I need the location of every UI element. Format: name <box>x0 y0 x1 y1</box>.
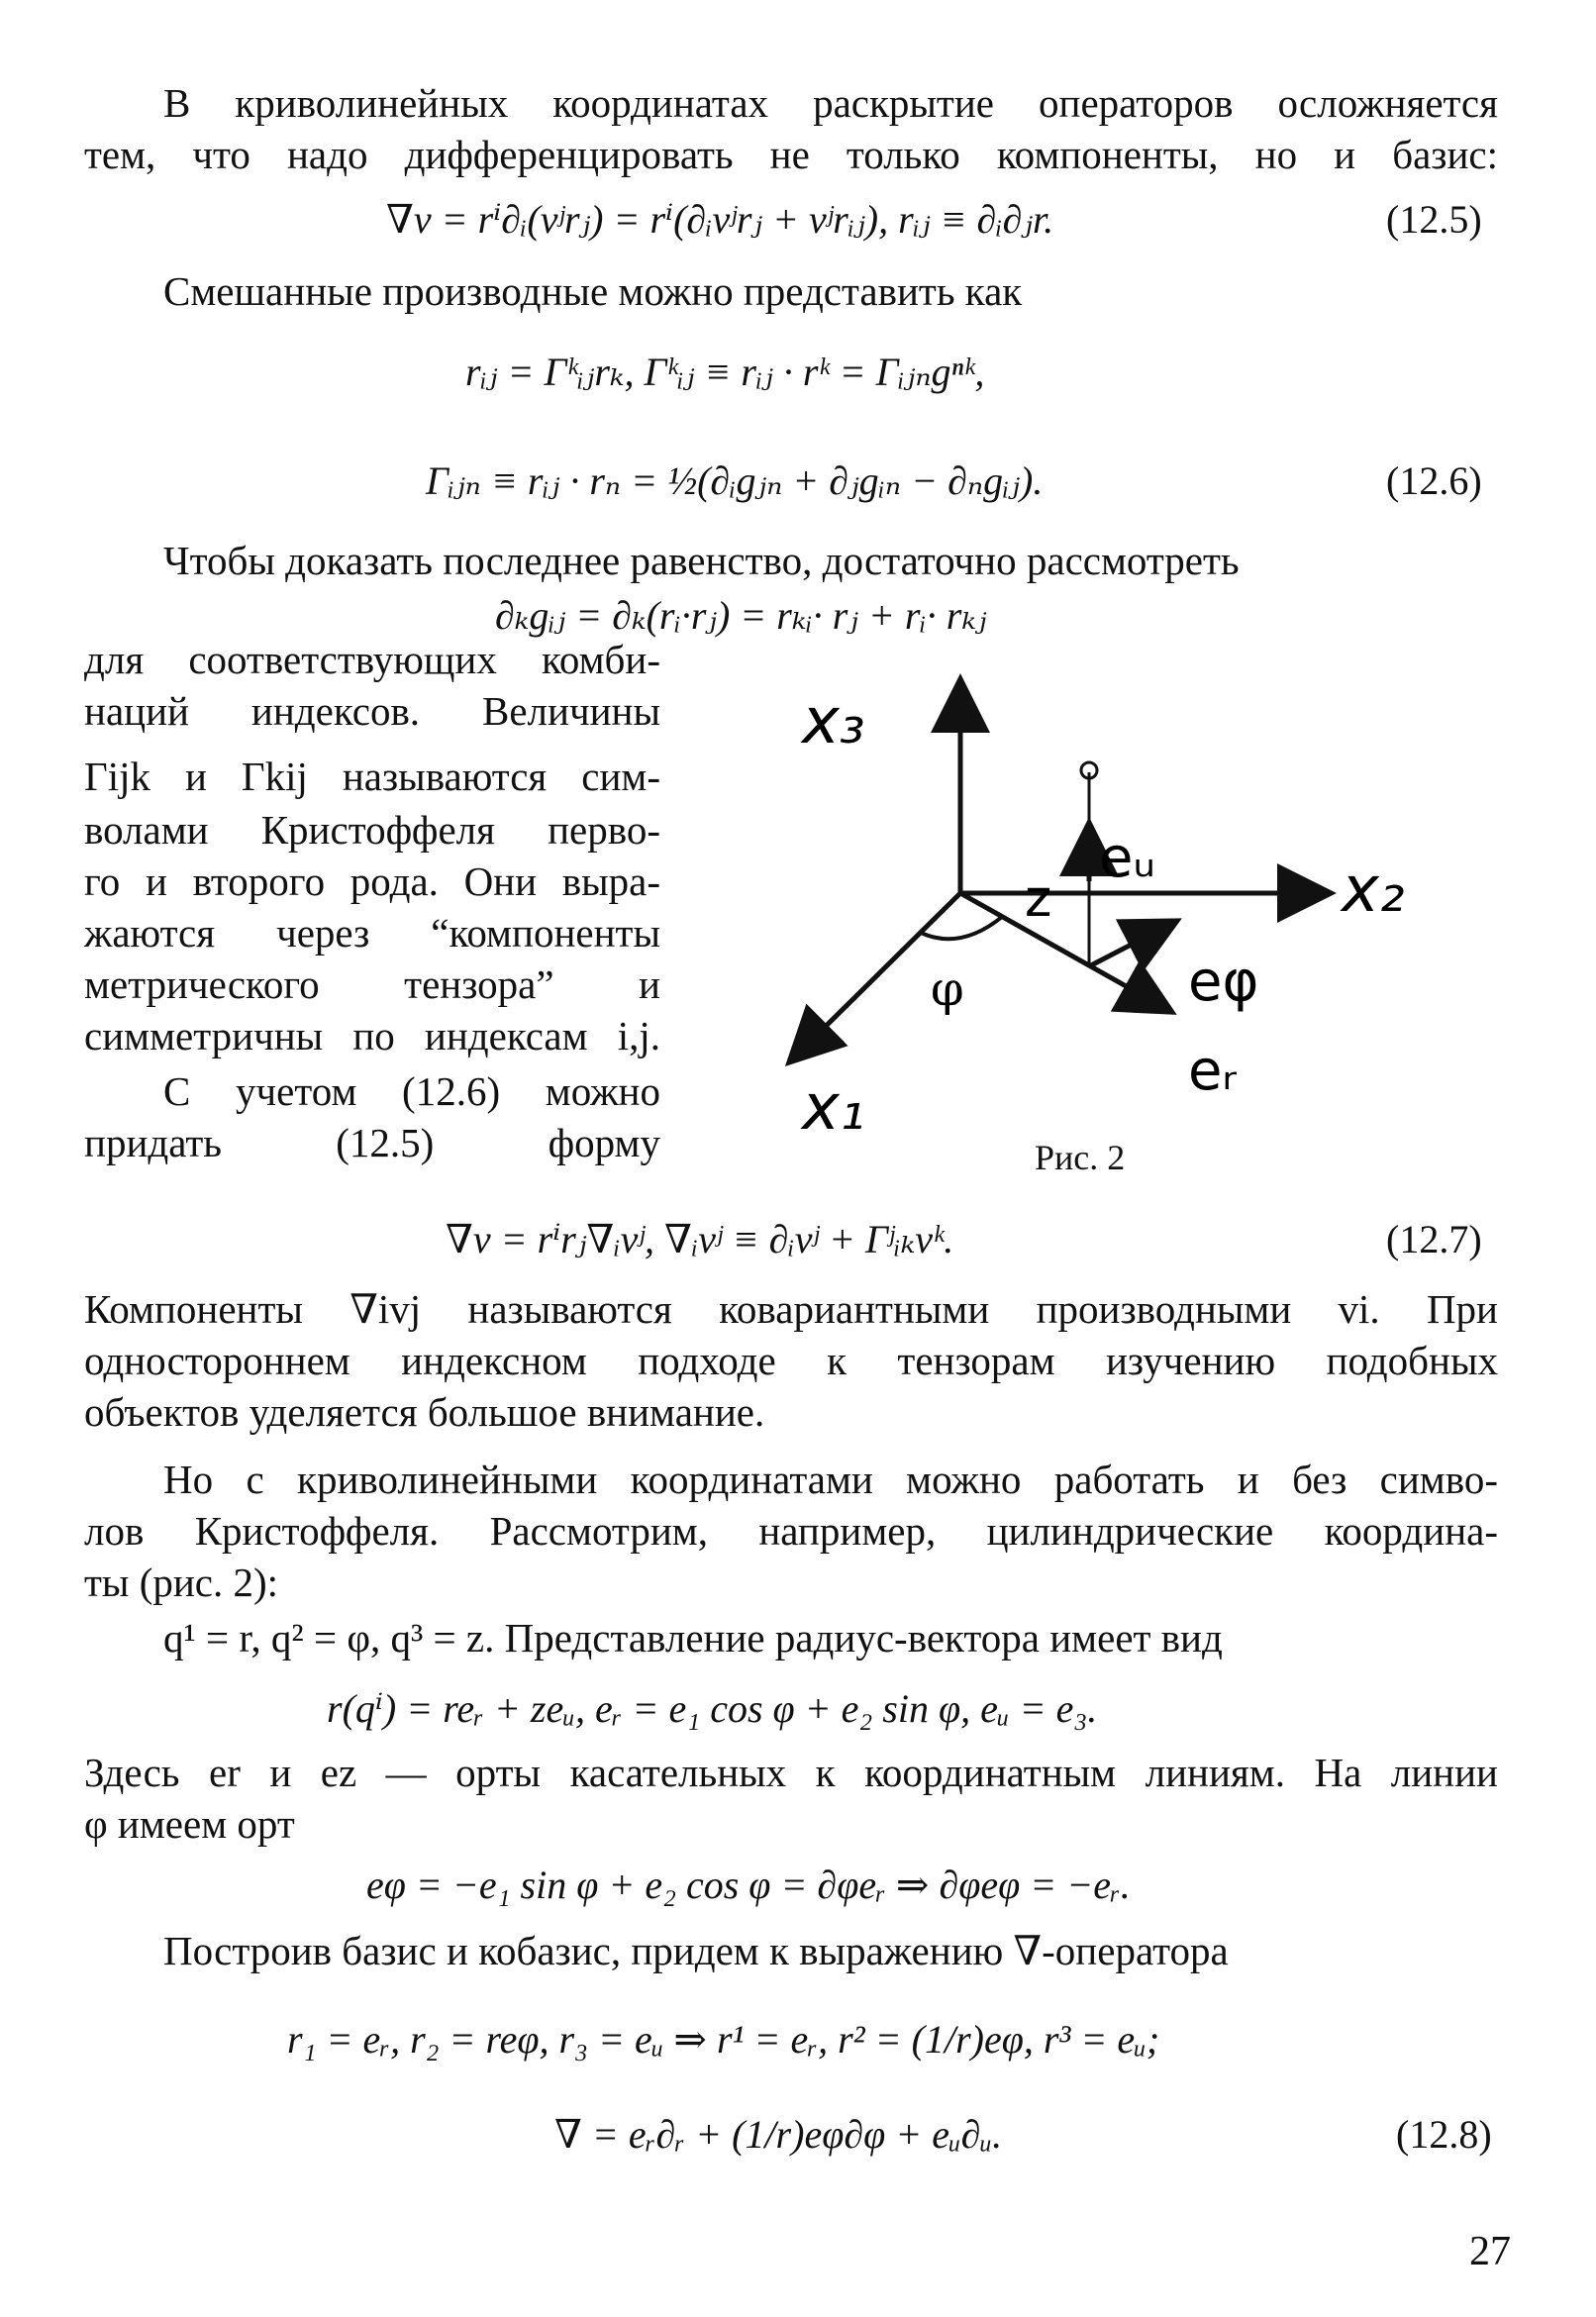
equation-12-8: ∇ = eᵣ∂ᵣ + (1/r)eφ∂φ + eᵤ∂ᵤ. <box>554 2112 1003 2157</box>
label-x1: x₁ <box>802 1071 865 1145</box>
ephi-vector <box>1089 923 1173 966</box>
text-line: симметричны по индексам i,j. <box>84 1013 660 1058</box>
text-line: Смешанные производные можно представить как <box>163 268 1023 314</box>
text-line: придать (12.5) форму <box>84 1120 660 1165</box>
text-line: Компоненты ∇ivj называются ковариантными производными vi. При <box>84 1286 1498 1332</box>
equation-ephi: eφ = −e₁ sin φ + e₂ cos φ = ∂φeᵣ ⇒ ∂φeφ = −eᵣ. <box>366 1863 1131 1907</box>
text-line: волами Кристоффеля перво- <box>84 807 660 853</box>
label-x2: x₂ <box>1342 854 1405 927</box>
label-phi: φ <box>931 961 964 1017</box>
text-line: φ имеем орт <box>84 1801 295 1847</box>
text-line: Здесь er и ez — орты касательных к координатным линиям. На линии <box>84 1750 1498 1795</box>
text-line: С учетом (12.6) можно <box>163 1068 660 1114</box>
text-line: В криволинейных координатах раскрытие операторов осложняется <box>163 80 1498 126</box>
equation-12-7: ∇v = rⁱrⱼ∇ᵢvʲ, ∇ᵢvʲ ≡ ∂ᵢvʲ + Γʲᵢₖvᵏ. <box>446 1217 954 1261</box>
equation-number: (12.6) <box>1386 458 1482 503</box>
text-line: Чтобы доказать последнее равенство, достаточно рассмотреть <box>163 538 1240 583</box>
text-line: Но с криволинейными координатами можно работать и без симво- <box>163 1457 1498 1502</box>
text-line: Построив базис и кобазис, придем к выражению ∇-оператора <box>163 1928 1229 1973</box>
text-line: q¹ = r, q² = φ, q³ = z. Представление радиус-вектора имеет вид <box>163 1615 1223 1661</box>
page-number: 27 <box>1469 2229 1511 2274</box>
text-line: Γijk и Γkij называются сим- <box>84 754 660 799</box>
er-vector <box>960 893 1168 1010</box>
equation-radius-vector: r(qⁱ) = reᵣ + zeᵤ, eᵣ = e₁ cos φ + e₂ sin φ, eᵤ = e₃. <box>327 1686 1098 1731</box>
equation-12-5: ∇v = rⁱ∂ᵢ(vʲrⱼ) = rⁱ(∂ᵢvʲrⱼ + vʲrᵢⱼ), rᵢⱼ ≡ ∂ᵢ∂ⱼr. <box>386 197 1054 242</box>
text-line: наций индексов. Величины <box>84 688 660 734</box>
text-line: для соответствующих комби- <box>84 637 660 682</box>
text-line: одностороннем индексном подходе к тензорам изучению подобных <box>84 1338 1498 1383</box>
label-x3: x₃ <box>802 685 865 758</box>
label-ez: eᵤ <box>1099 826 1156 890</box>
text-line: объектов уделяется большое внимание. <box>84 1389 765 1435</box>
equation-christoffel: rᵢⱼ = Γᵏᵢⱼrₖ, Γᵏᵢⱼ ≡ rᵢⱼ · rᵏ = Γᵢⱼₙgⁿᵏ, <box>465 350 985 394</box>
cylindrical-coordinates-figure <box>772 663 1525 1178</box>
equation-metric-derivative: ∂ₖgᵢⱼ = ∂ₖ(rᵢ·rⱼ) = rₖᵢ· rⱼ + rᵢ· rₖⱼ <box>495 593 987 638</box>
text-line: го и второго рода. Они выра- <box>84 858 660 904</box>
equation-basis: r₁ = eᵣ, r₂ = reφ, r₃ = eᵤ ⇒ r¹ = eᵣ, r² = (1/r)eφ, r³ = eᵤ; <box>287 2017 1160 2062</box>
equation-number: (12.7) <box>1386 1217 1482 1261</box>
label-er: eᵣ <box>1188 1039 1237 1103</box>
figure-caption: Рис. 2 <box>1035 1138 1126 1177</box>
equation-number: (12.5) <box>1386 197 1482 242</box>
label-ephi: eφ <box>1188 950 1259 1014</box>
text-line: лов Кристоффеля. Рассмотрим, например, цилиндрические координа- <box>84 1508 1498 1554</box>
text-line: ты (рис. 2): <box>84 1560 279 1605</box>
equation-12-6: Γᵢⱼₙ ≡ rᵢⱼ · rₙ = ½(∂ᵢgⱼₙ + ∂ⱼgᵢₙ − ∂ₙgᵢⱼ). <box>426 458 1044 503</box>
text-line: тем, что надо дифференцировать не только компоненты, но и базис: <box>84 132 1498 177</box>
text-line: метрического тензора” и <box>84 961 660 1007</box>
equation-number: (12.8) <box>1396 2112 1492 2157</box>
label-z: z <box>1025 869 1052 929</box>
text-line: жаются через “компоненты <box>84 910 660 956</box>
